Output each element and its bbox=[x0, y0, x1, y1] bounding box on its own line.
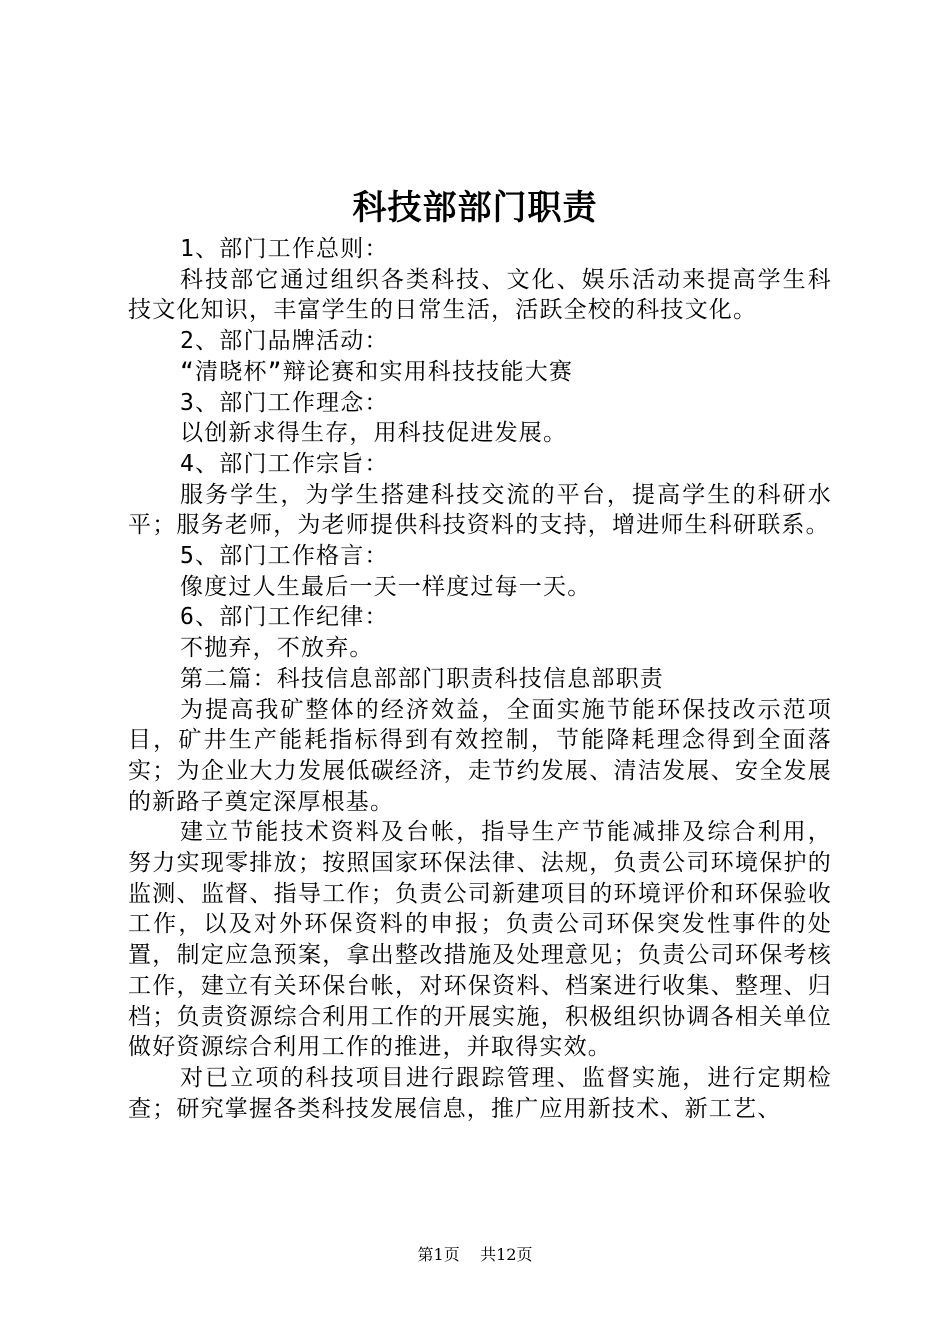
paragraph: 3、部门工作理念： bbox=[180, 389, 389, 416]
paragraph: 像度过人生最后一天一样度过每一天。 bbox=[180, 573, 592, 600]
paragraph: 以创新求得生存，用科技促进发展。 bbox=[180, 420, 568, 447]
document-body bbox=[128, 234, 832, 1124]
paragraph: “清晓杯”辩论赛和实用科技技能大赛 bbox=[180, 358, 574, 385]
paragraph: 建立节能技术资料及台帐，指导生产节能减排及综合利用，努力实现零排放；按照国家环保法律、法规，负责公司环境保护的监测、监督、指导工作；负责公司新建项目的环境评价和环保验收工作，以及对外环保资料的申报；负责公司环保突发性事件的处置，制定应急预案，拿出整改措施及处理意见；负责公司环保考核工作，建立有关环保台帐，对环保资料、档案进行收集、整理、归档；负责资源综合利用工作的开展实施，积极组织协调各相关单位做好资源综合利用工作的推进，并取得实效。 bbox=[128, 819, 832, 1061]
paragraph: 第二篇：科技信息部部门职责科技信息部职责 bbox=[180, 665, 664, 692]
paragraph: 6、部门工作纪律： bbox=[180, 604, 389, 631]
paragraph: 1、部门工作总则： bbox=[180, 236, 389, 262]
paragraph: 不抛弃，不放弃。 bbox=[180, 635, 374, 662]
paragraph: 2、部门品牌活动： bbox=[180, 328, 389, 355]
paragraph: 5、部门工作格言： bbox=[180, 543, 389, 570]
paragraph: 科技部它通过组织各类科技、文化、娱乐活动来提高学生科技文化知识，丰富学生的日常生活，活跃全校的科技文化。 bbox=[128, 266, 832, 324]
paragraph: 对已立项的科技项目进行跟踪管理、监督实施，进行定期检查；研究掌握各类科技发展信息，推广应用新技术、新工艺、 bbox=[128, 1064, 832, 1122]
page-number: 第1页 bbox=[417, 1245, 460, 1264]
document-title: 科技部部门职责 bbox=[352, 188, 598, 228]
paragraph: 为提高我矿整体的经济效益，全面实施节能环保技改示范项目，矿井生产能耗指标得到有效控制，节能降耗理念得到全面落实；为企业大力发展低碳经济，走节约发展、清洁发展、安全发展的新路子奠定深厚根基。 bbox=[128, 696, 832, 815]
page-footer bbox=[0, 1244, 950, 1266]
page-total: 共12页 bbox=[480, 1245, 533, 1264]
paragraph: 服务学生，为学生搭建科技交流的平台，提高学生的科研水平；服务老师，为老师提供科技资料的支持，增进师生科研联系。 bbox=[128, 481, 832, 539]
paragraph: 4、部门工作宗旨： bbox=[180, 450, 389, 477]
